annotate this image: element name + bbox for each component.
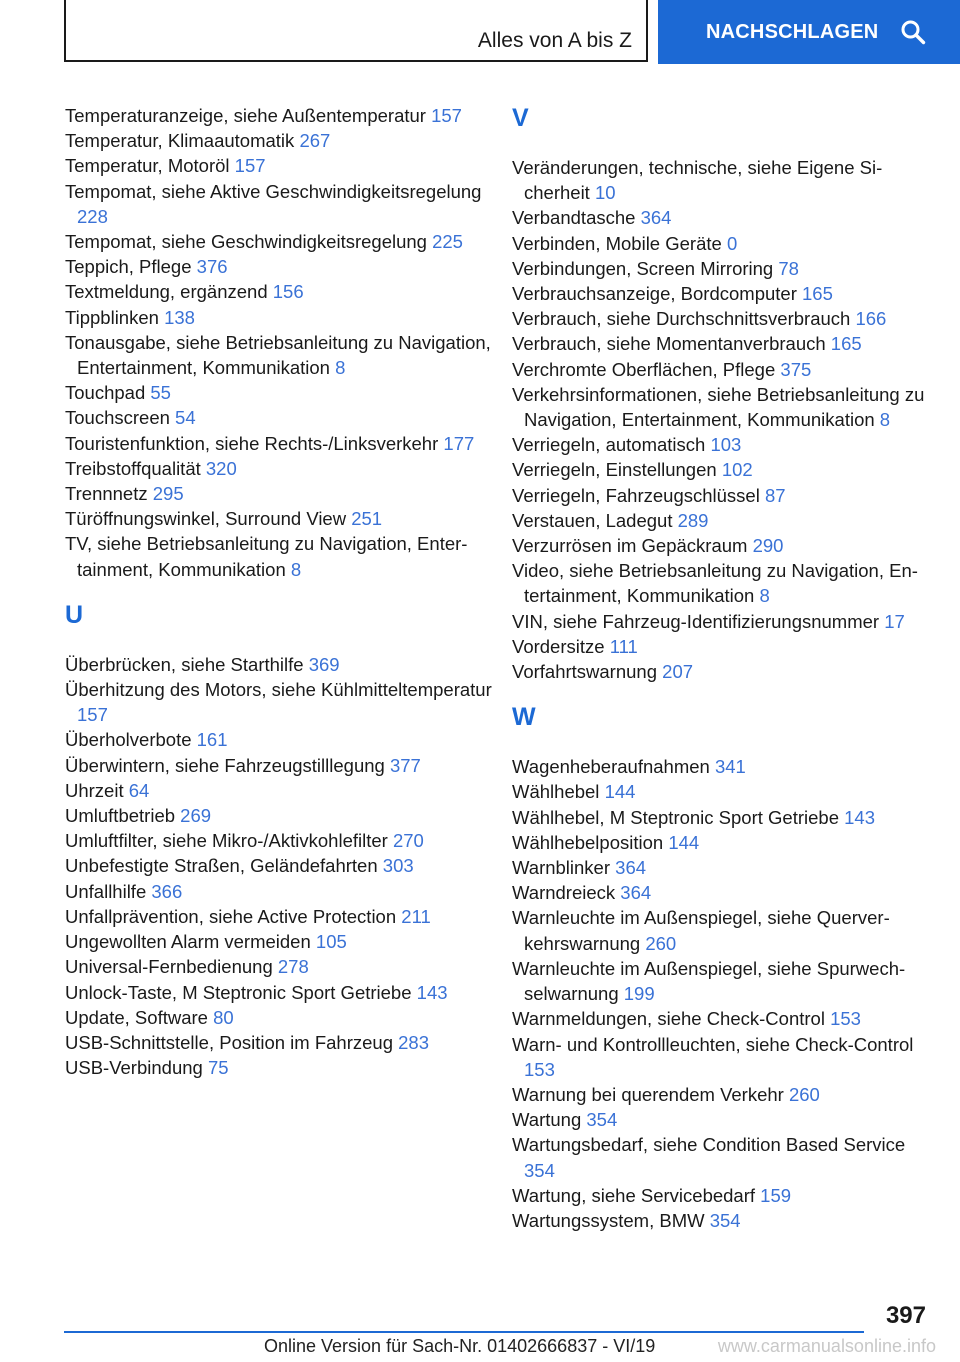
index-entry-text: TV, siehe Betriebsanleitung zu Navigation, Entertainment, Kommunikation bbox=[65, 533, 468, 580]
watermark: www.carmanualsonline.info bbox=[717, 1336, 936, 1356]
index-entry-text: Unfallprävention, siehe Active Protection bbox=[65, 905, 402, 927]
index-entry bbox=[65, 128, 495, 153]
index-entry-text: Temperaturanzeige, siehe Außentemperatur bbox=[65, 105, 432, 126]
index-entry-page-link[interactable]: 165 bbox=[802, 283, 833, 305]
index-entry-page-link[interactable]: 354 bbox=[709, 1209, 741, 1231]
index-entry-text: Verkehrsinformationen, siehe Betriebsanleitung zu Navigation, Entertainment, Kommunikation bbox=[512, 383, 925, 431]
tab-label: NACHSCHLAGEN bbox=[706, 21, 879, 43]
index-entry-page-link[interactable]: 143 bbox=[844, 806, 876, 828]
index-entry bbox=[512, 457, 937, 482]
index-entry bbox=[65, 1030, 495, 1055]
index-entry-text: USB-Verbindung bbox=[65, 1057, 208, 1079]
index-entry bbox=[65, 481, 495, 506]
index-entry-text: Treibstoffqualität bbox=[65, 457, 206, 479]
index-entry bbox=[65, 405, 495, 430]
index-entry-text: Wartung bbox=[512, 1109, 587, 1131]
letter-heading-u: U bbox=[65, 600, 84, 629]
index-entry-page-link[interactable]: 157 bbox=[431, 105, 462, 126]
index-entry-page-link[interactable]: 8 bbox=[290, 558, 302, 580]
index-entry bbox=[512, 1183, 937, 1208]
index-entry-text: Warnung bei querendem Verkehr bbox=[512, 1083, 789, 1105]
index-entry-text: Unlock-Taste, M Steptronic Sport Getriebe bbox=[65, 981, 417, 1003]
index-entry-page-link[interactable]: 166 bbox=[855, 308, 887, 330]
index-entry-text: Verchromte Oberflächen, Pflege bbox=[512, 358, 781, 380]
index-entry bbox=[65, 229, 495, 254]
index-entry-page-link[interactable]: 161 bbox=[196, 729, 228, 751]
index-entry-text: Tippblinken bbox=[65, 306, 165, 328]
page-number: 397 bbox=[885, 1302, 926, 1329]
index-entry-page-link[interactable]: 283 bbox=[398, 1031, 430, 1053]
index-entry bbox=[512, 508, 937, 533]
index-entry bbox=[512, 256, 937, 281]
index-entry-text: Unbefestigte Straßen, Geländefahrten bbox=[65, 855, 383, 877]
index-entry-text: USB-Schnittstelle, Position im Fahrzeug bbox=[65, 1031, 399, 1053]
index-entry bbox=[65, 677, 495, 727]
index-entry-page-link[interactable]: 159 bbox=[760, 1184, 792, 1206]
index-entry-page-link[interactable]: 64 bbox=[128, 779, 150, 801]
index-entry-text: Unfallhilfe bbox=[65, 880, 152, 902]
index-entry-page-link[interactable]: 289 bbox=[677, 509, 709, 531]
index-entry bbox=[512, 533, 937, 558]
index-entry-text: Touchscreen bbox=[65, 407, 176, 429]
index-entry-page-link[interactable]: 251 bbox=[351, 508, 383, 530]
index-entry-text: Verriegeln, automatisch bbox=[512, 434, 711, 456]
index-entry-page-link[interactable]: 225 bbox=[432, 231, 463, 253]
index-entry-page-link[interactable]: 260 bbox=[788, 1083, 820, 1105]
index-entry-text: Umluftbetrieb bbox=[65, 805, 181, 827]
index-entry-page-link[interactable]: 165 bbox=[830, 333, 862, 355]
index-entry-text: Wählhebel bbox=[512, 781, 605, 803]
index-entry bbox=[512, 1107, 937, 1132]
index-entry bbox=[65, 330, 495, 380]
index-entry bbox=[512, 779, 937, 804]
index-entry-text: Überbrücken, siehe Starthilfe bbox=[65, 653, 309, 675]
index-entry bbox=[65, 828, 495, 853]
index-entry bbox=[65, 506, 495, 531]
index-entry bbox=[65, 380, 495, 405]
index-entry-page-link[interactable]: 269 bbox=[180, 805, 212, 827]
index-entry-page-link[interactable]: 354 bbox=[524, 1159, 555, 1181]
index-entry-text: Universal-Fernbedienung bbox=[65, 956, 278, 978]
index-entry bbox=[65, 431, 495, 456]
index-entry-page-link[interactable]: 278 bbox=[277, 956, 309, 978]
index-entry-text: Vorfahrtswarnung bbox=[512, 661, 663, 683]
index-entry-page-link[interactable]: 10 bbox=[594, 182, 616, 204]
index-entry bbox=[65, 1055, 495, 1080]
index-entry bbox=[65, 531, 495, 581]
index-entry-text: Tonausgabe, siehe Betriebsanleitung zu Navigation, Entertainment, Kommunikation bbox=[65, 331, 491, 379]
index-entry-text: Verbrauchsanzeige, Bordcomputer bbox=[512, 283, 803, 305]
index-entry-page-link[interactable]: 295 bbox=[152, 483, 184, 505]
index-entry-text: Touchpad bbox=[65, 382, 151, 404]
index-entry bbox=[512, 905, 937, 955]
index-entry-text: Wartung, siehe Servicebedarf bbox=[512, 1184, 761, 1206]
index-entry-page-link[interactable]: 80 bbox=[213, 1006, 234, 1028]
index-entry-page-link[interactable]: 376 bbox=[196, 256, 228, 278]
index-entry-text: Verzurrösen im Gepäckraum bbox=[512, 535, 753, 557]
index-entry bbox=[512, 609, 937, 634]
index-entry bbox=[65, 652, 495, 677]
index-entry bbox=[512, 1082, 937, 1107]
index-entry bbox=[65, 727, 495, 752]
index-entry bbox=[65, 879, 495, 904]
index-entry bbox=[512, 432, 937, 457]
index-entry-page-link[interactable]: 354 bbox=[586, 1109, 618, 1131]
index-entry-page-link[interactable]: 341 bbox=[714, 756, 746, 778]
index-entry-text: VIN, siehe Fahrzeug-Identifizierungsnummer bbox=[512, 610, 885, 632]
index-list-u bbox=[65, 652, 495, 1080]
letter-heading-v: V bbox=[512, 104, 529, 132]
index-entry-text: Türöffnungswinkel, Surround View bbox=[65, 508, 352, 530]
index-entry-page-link[interactable]: 207 bbox=[662, 661, 694, 683]
index-entry-text: Warnleuchte im Außenspiegel, siehe Querverkehrswarnung bbox=[512, 907, 890, 954]
index-entry bbox=[65, 153, 495, 178]
index-entry bbox=[65, 853, 495, 878]
index-entry-text: Trennnetz bbox=[65, 483, 153, 505]
header-section-box bbox=[64, 0, 648, 62]
index-entry-page-link[interactable]: 54 bbox=[175, 407, 196, 429]
index-entry-text: Überhitzung des Motors, siehe Kühlmitteltemperatur bbox=[65, 679, 492, 701]
index-entry-text: Wartungssystem, BMW bbox=[512, 1209, 710, 1231]
index-entry-text: Vordersitze bbox=[512, 635, 610, 657]
index-entry-text: Wählhebel, M Steptronic Sport Getriebe bbox=[512, 806, 845, 828]
index-entry bbox=[65, 753, 495, 778]
index-entry bbox=[512, 155, 937, 205]
index-entry-page-link[interactable]: 143 bbox=[416, 981, 448, 1003]
index-entry-page-link[interactable]: 260 bbox=[645, 932, 677, 954]
index-entry bbox=[512, 306, 937, 331]
index-entry-page-link[interactable]: 375 bbox=[780, 358, 812, 380]
index-entry-page-link[interactable]: 144 bbox=[668, 831, 700, 853]
index-entry-page-link[interactable]: 364 bbox=[640, 207, 672, 229]
index-entry-text: Verbandtasche bbox=[512, 207, 641, 229]
index-entry-page-link[interactable]: 153 bbox=[524, 1058, 555, 1080]
index-entry-text: Umluftfilter, siehe Mikro-/Aktivkohlefilter bbox=[65, 830, 393, 852]
index-entry bbox=[512, 830, 937, 855]
index-entry bbox=[512, 1032, 937, 1082]
index-entry-page-link[interactable]: 102 bbox=[721, 459, 753, 481]
index-entry-page-link[interactable]: 8 bbox=[879, 409, 891, 431]
index-entry bbox=[512, 483, 937, 508]
index-entry bbox=[65, 456, 495, 481]
index-column-left bbox=[65, 103, 495, 1080]
index-entry-page-link[interactable]: 144 bbox=[604, 781, 636, 803]
index-entry-text: Verstauen, Ladegut bbox=[512, 509, 678, 531]
index-entry-text: Temperatur, Motoröl bbox=[65, 155, 235, 177]
index-entry bbox=[65, 179, 495, 229]
index-entry-text: Überholverbote bbox=[65, 729, 197, 751]
index-entry bbox=[512, 231, 937, 256]
index-entry bbox=[65, 778, 495, 803]
index-entry-page-link[interactable]: 0 bbox=[726, 232, 738, 254]
index-entry-page-link[interactable]: 366 bbox=[151, 880, 183, 902]
index-entry-page-link[interactable]: 156 bbox=[272, 281, 304, 303]
index-entry-page-link[interactable]: 364 bbox=[620, 882, 652, 904]
index-list-w bbox=[512, 754, 937, 1233]
index-entry-page-link[interactable]: 228 bbox=[77, 205, 108, 227]
index-entry-text: Warn- und Kontrollleuchten, siehe Check-Control bbox=[512, 1033, 914, 1055]
index-entry-text: Verbinden, Mobile Geräte bbox=[512, 232, 727, 254]
index-entry-text: Verriegeln, Einstellungen bbox=[512, 459, 722, 481]
index-entry bbox=[512, 331, 937, 356]
index-entry-text: Warndreieck bbox=[512, 882, 621, 904]
nachschlagen-tab[interactable] bbox=[658, 0, 960, 64]
index-entry bbox=[512, 281, 937, 306]
index-entry bbox=[512, 1132, 937, 1182]
index-entry-page-link[interactable]: 320 bbox=[205, 457, 237, 479]
index-list-v bbox=[512, 155, 937, 684]
index-entry-page-link[interactable]: 211 bbox=[401, 905, 431, 927]
index-entry bbox=[65, 254, 495, 279]
index-entry bbox=[512, 382, 937, 432]
index-entry bbox=[512, 1208, 937, 1233]
index-entry bbox=[65, 305, 495, 330]
index-entry bbox=[512, 1006, 937, 1031]
index-entry-page-link[interactable]: 177 bbox=[443, 432, 475, 454]
index-entry-text: Touristenfunktion, siehe Rechts-/Linksverkehr bbox=[65, 432, 444, 454]
index-entry-page-link[interactable]: 111 bbox=[609, 635, 638, 657]
index-entry-text: Update, Software bbox=[65, 1006, 214, 1028]
index-entry bbox=[512, 754, 937, 779]
index-entry-page-link[interactable]: 267 bbox=[299, 130, 331, 152]
index-entry-text: Video, siehe Betriebsanleitung zu Navigation, Entertainment, Kommunikation bbox=[512, 560, 918, 607]
index-entry-text: Teppich, Pflege bbox=[65, 256, 197, 278]
index-entry-text: Warnmeldungen, siehe Check-Control bbox=[512, 1008, 831, 1030]
index-entry-text: Warnblinker bbox=[512, 857, 616, 879]
index-entry-text: Verbrauch, siehe Momentanverbrauch bbox=[512, 333, 831, 355]
index-entry-text: Verbrauch, siehe Durchschnittsverbrauch bbox=[512, 308, 856, 330]
index-entry-page-link[interactable]: 8 bbox=[759, 585, 770, 607]
index-entry-page-link[interactable]: 105 bbox=[315, 931, 347, 953]
index-entry-text: Verriegeln, Fahrzeugschlüssel bbox=[512, 484, 765, 506]
index-entry-text: Wartungsbedarf, siehe Condition Based Service bbox=[512, 1134, 906, 1156]
index-list-t bbox=[65, 103, 495, 582]
index-entry-text: Uhrzeit bbox=[65, 779, 129, 801]
online-version-note: Online Version für Sach-Nr. 01402666837 - VI/19 bbox=[264, 1336, 656, 1356]
index-entry bbox=[512, 956, 937, 1006]
index-entry bbox=[512, 558, 937, 608]
index-entry-page-link[interactable]: 157 bbox=[234, 155, 266, 177]
index-entry-page-link[interactable]: 270 bbox=[392, 830, 424, 852]
index-entry-page-link[interactable]: 103 bbox=[710, 434, 742, 456]
index-entry bbox=[65, 103, 495, 128]
index-entry bbox=[512, 659, 937, 684]
index-entry bbox=[512, 205, 937, 230]
index-entry-page-link[interactable]: 199 bbox=[623, 983, 655, 1005]
section-title: Alles von A bis Z bbox=[477, 29, 632, 52]
index-entry-page-link[interactable]: 290 bbox=[752, 535, 784, 557]
index-entry-page-link[interactable]: 303 bbox=[382, 855, 414, 877]
index-entry bbox=[65, 1005, 495, 1030]
index-entry-text: Ungewollten Alarm vermeiden bbox=[65, 931, 316, 953]
index-entry-page-link[interactable]: 377 bbox=[389, 754, 421, 776]
index-entry bbox=[512, 357, 937, 382]
index-entry-page-link[interactable]: 75 bbox=[207, 1057, 229, 1079]
index-entry-page-link[interactable]: 8 bbox=[335, 357, 346, 379]
letter-heading-w: W bbox=[512, 703, 536, 732]
index-entry bbox=[65, 929, 495, 954]
index-entry-page-link[interactable]: 17 bbox=[884, 610, 905, 632]
index-entry-page-link[interactable]: 153 bbox=[830, 1008, 861, 1030]
index-entry-text: Warnleuchte im Außenspiegel, siehe Spurwechselwarnung bbox=[512, 957, 906, 1005]
footer-divider bbox=[64, 1331, 864, 1333]
index-entry-page-link[interactable]: 138 bbox=[164, 306, 195, 328]
index-entry-text: Überwintern, siehe Fahrzeugstilllegung bbox=[65, 754, 390, 776]
index-entry-text: Wählhebelposition bbox=[512, 831, 669, 853]
index-entry-text: Wagenheberaufnahmen bbox=[512, 756, 715, 778]
index-column-right bbox=[512, 103, 937, 1233]
search-icon bbox=[900, 19, 926, 45]
index-entry bbox=[65, 954, 495, 979]
index-entry bbox=[512, 634, 937, 659]
index-entry-text: Tempomat, siehe Aktive Geschwindigkeitsregelung bbox=[65, 180, 482, 202]
index-entry-text: Verbindungen, Screen Mirroring bbox=[512, 257, 779, 279]
index-entry bbox=[65, 980, 495, 1005]
index-entry-text: Temperatur, Klimaautomatik bbox=[65, 130, 300, 152]
index-entry bbox=[65, 803, 495, 828]
index-entry-page-link[interactable]: 364 bbox=[615, 857, 647, 879]
index-entry bbox=[512, 805, 937, 830]
index-entry-text: Textmeldung, ergänzend bbox=[65, 281, 273, 303]
index-entry bbox=[65, 904, 495, 929]
index-entry-page-link[interactable]: 157 bbox=[77, 704, 108, 726]
index-entry-page-link[interactable]: 369 bbox=[308, 653, 340, 675]
index-entry bbox=[512, 855, 937, 880]
index-entry bbox=[65, 279, 495, 304]
index-entry-text: Veränderungen, technische, siehe Eigene Sicherheit bbox=[512, 157, 883, 204]
index-entry-page-link[interactable]: 55 bbox=[150, 382, 171, 404]
index-entry-page-link[interactable]: 78 bbox=[778, 257, 799, 279]
index-entry-text: Tempomat, siehe Geschwindigkeitsregelung bbox=[65, 231, 433, 253]
index-entry bbox=[512, 880, 937, 905]
index-entry-page-link[interactable]: 87 bbox=[764, 484, 786, 506]
